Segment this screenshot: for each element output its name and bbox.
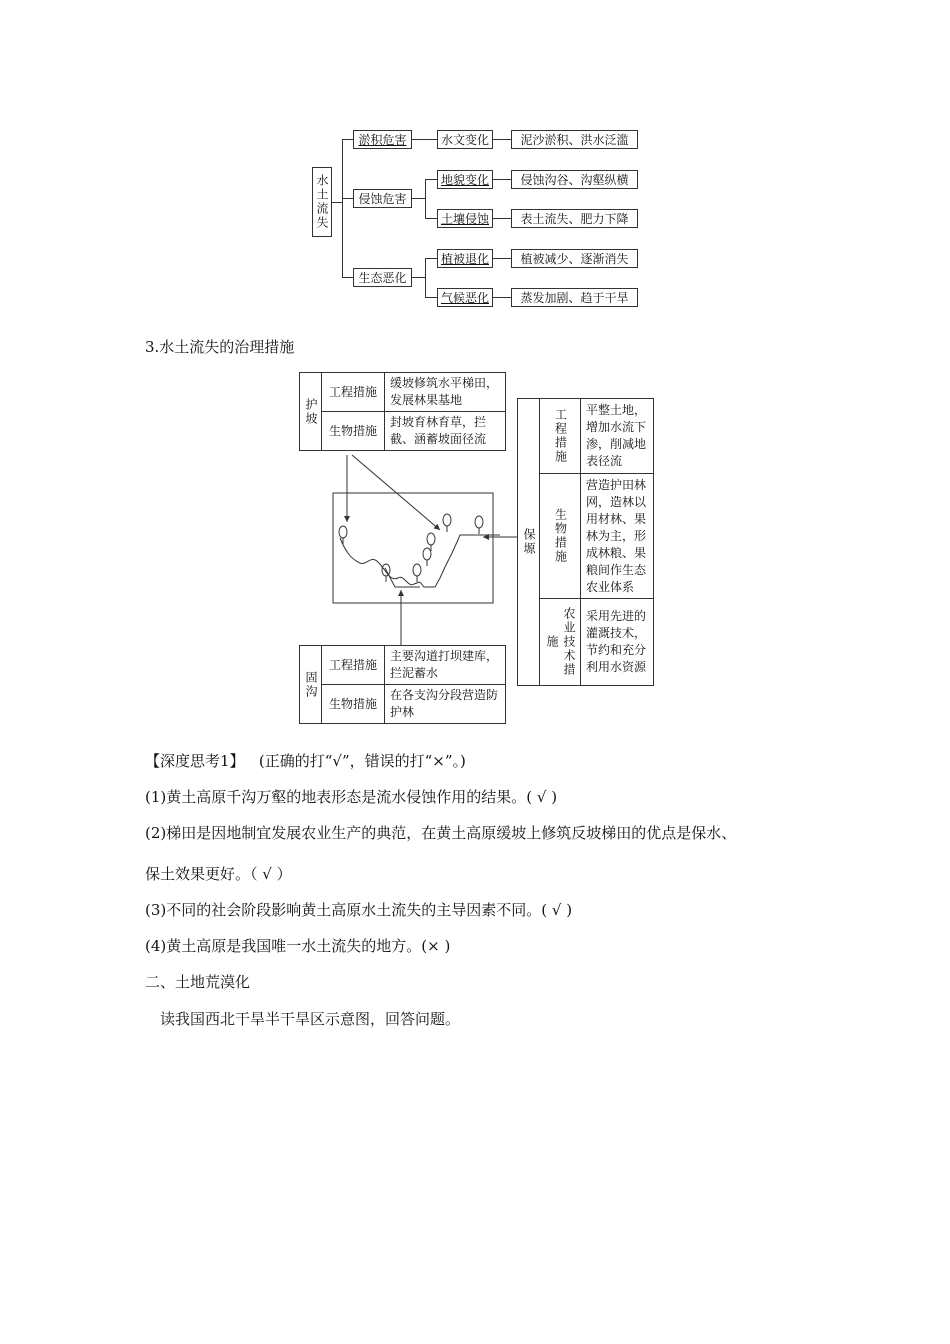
section-3-title: 3.水土流失的治理措施 <box>145 338 295 356</box>
question-1: (1)黄土高原千沟万壑的地表形态是流水侵蚀作用的结果。( √ ) <box>145 788 558 806</box>
deep-think-title: 【深度思考1】 <box>145 752 245 770</box>
flow-branch-shengtai: 生态恶化 <box>353 268 412 287</box>
hupo-bio-desc: 封坡育林育草，拦截、涵蓄坡面径流 <box>385 412 506 451</box>
flow-branch-qinshi: 侵蚀危害 <box>353 189 412 208</box>
gugou-label: 固沟 <box>300 646 322 724</box>
deep-think-instruction: (正确的打“√”，错误的打“×”。) <box>258 752 466 770</box>
flow-branch-yuji: 淤积危害 <box>353 130 412 149</box>
flow-mid-1: 地貌变化 <box>437 170 493 189</box>
baoyuan-label: 保塬 <box>518 399 540 686</box>
flow-result-3: 植被减少、逐渐消失 <box>511 249 638 268</box>
question-3: (3)不同的社会阶段影响黄土高原水土流失的主导因素不同。( √ ) <box>145 901 573 919</box>
gugou-table: 固沟 工程措施 主要沟道打坝建库，拦泥蓄水 生物措施 在各支沟分段营造防护林 <box>299 645 506 724</box>
baoyuan-table: 保塬 工程措施 平整土地，增加水流下渗，削减地表径流 生物措施 营造护田林网，造林以用材林、果林为主，形成林粮、果粮间作生态农业体系 农业技术措施 采用先进的灌溉技术，节约和充分利用水资源 <box>517 398 654 686</box>
question-4: (4)黄土高原是我国唯一水土流失的地方。(× ) <box>145 937 451 955</box>
flow-mid-4: 气候恶化 <box>437 288 493 307</box>
hupo-table: 护坡 工程措施 缓坡修筑水平梯田，发展林果基地 生物措施 封坡育林育草，拦截、涵蓄坡面径流 <box>299 372 506 451</box>
section-2-title: 二、土地荒漠化 <box>145 973 251 991</box>
gugou-bio-desc: 在各支沟分段营造防护林 <box>385 685 506 724</box>
baoyuan-eng-desc: 平整土地，增加水流下渗，削减地表径流 <box>581 399 654 474</box>
flow-mid-3: 植被退化 <box>437 249 493 268</box>
hupo-eng-desc: 缓坡修筑水平梯田，发展林果基地 <box>385 373 506 412</box>
flow-result-1: 侵蚀沟谷、沟壑纵横 <box>511 170 638 189</box>
terrain-illustration <box>290 450 570 650</box>
flow-mid-0: 水文变化 <box>437 130 493 149</box>
flow-root-box: 水土流失 <box>312 167 332 237</box>
deep-think-line <box>145 751 466 771</box>
flow-result-0: 泥沙淤积、洪水泛滥 <box>511 130 638 149</box>
baoyuan-bio-desc: 营造护田林网，造林以用材林、果林为主，形成林粮、果粮间作生态农业体系 <box>581 474 654 599</box>
hupo-label: 护坡 <box>300 373 322 451</box>
baoyuan-agri-desc: 采用先进的灌溉技术，节约和充分利用水资源 <box>581 599 654 686</box>
intro-text: 读我国西北干旱半干旱区示意图，回答问题。 <box>160 1010 461 1028</box>
flow-result-4: 蒸发加剧、趋于干旱 <box>511 288 638 307</box>
question-2b: 保土效果更好。（ √ ） <box>145 865 292 883</box>
gugou-eng-desc: 主要沟道打坝建库，拦泥蓄水 <box>385 646 506 685</box>
question-2a: (2)梯田是因地制宜发展农业生产的典范，在黄土高原缓坡上修筑反坡梯田的优点是保水、 <box>145 824 737 842</box>
flow-mid-2: 土壤侵蚀 <box>437 209 493 228</box>
flow-result-2: 表土流失、肥力下降 <box>511 209 638 228</box>
